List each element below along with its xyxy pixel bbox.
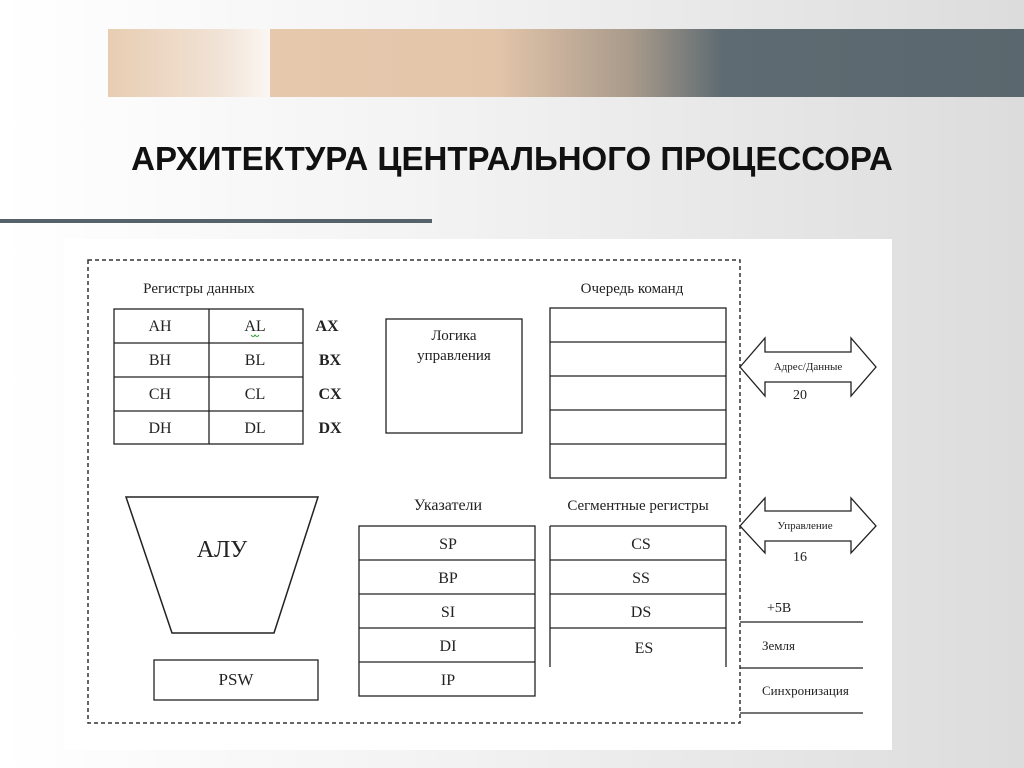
command-queue-label: Очередь команд [580,281,684,297]
header-banner [270,29,1024,97]
register-bh: BH [148,352,172,369]
segment-es: ES [634,640,654,657]
control-logic-label-1: Логика [431,328,477,344]
sync-line-label: Синхронизация [762,683,849,698]
register-cl: CL [244,386,266,403]
segment-ds: DS [630,604,652,621]
register-ax: AX [315,318,339,335]
segment-registers-label: Сегментные регистры [567,498,709,514]
cpu-architecture-diagram [64,239,892,750]
diagram-background [64,239,892,750]
register-ah: AH [148,318,172,335]
page-title: АРХИТЕКТУРА ЦЕНТРАЛЬНОГО ПРОЦЕССОРА [131,140,893,177]
psw-label: PSW [218,670,254,689]
pointer-bp: BP [438,570,458,587]
register-bx: BX [318,352,342,369]
control-bus-width: 16 [793,550,807,565]
title-underline [0,219,432,223]
segment-ss: SS [632,570,650,587]
pointer-di: DI [439,638,457,655]
control-bus-label: Управление [777,520,833,532]
segment-cs: CS [631,536,651,553]
pointer-si: SI [440,604,456,621]
header-banner-light [108,29,270,97]
register-al: AL [244,318,266,335]
address-data-bus-width: 20 [793,388,807,403]
pointer-ip: IP [440,672,456,689]
pointer-sp: SP [439,536,457,553]
control-logic-label-2: управления [417,348,491,364]
ground-line-label: Земля [762,638,795,653]
data-registers-label: Регистры данных [143,281,255,297]
address-data-bus-label: Адрес/Данные [773,361,843,373]
register-cx: CX [318,386,342,403]
register-dh: DH [148,420,172,437]
pointers-label: Указатели [413,497,483,514]
register-dl: DL [244,420,266,437]
register-dx: DX [318,420,342,437]
power-line-label: +5В [767,601,792,616]
register-bl: BL [244,352,266,369]
register-ch: CH [148,386,172,403]
alu-label: АЛУ [196,537,248,563]
